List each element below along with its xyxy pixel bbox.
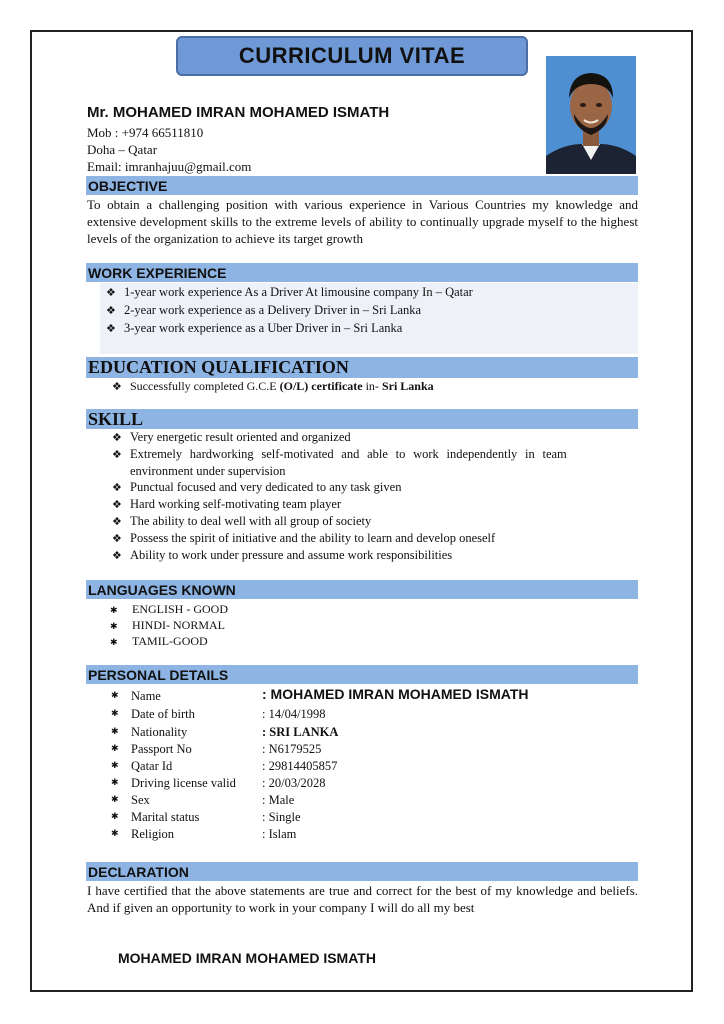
skill-heading: SKILL: [88, 408, 144, 429]
detail-label-license: Driving license valid: [131, 776, 236, 790]
education-heading-bar: [86, 357, 638, 378]
asterisk-bullet-icon: ✱: [111, 795, 119, 805]
detail-value-nationality: : SRI LANKA: [262, 725, 339, 739]
skill-heading-bar: [86, 409, 638, 429]
signature-name: MOHAMED IMRAN MOHAMED ISMATH: [118, 950, 376, 966]
list-item: ❖ 2-year work experience as a Delivery Driver in – Sri Lanka: [106, 303, 422, 317]
title-banner: [176, 36, 528, 76]
detail-value-passport: : N6179525: [262, 742, 322, 756]
objective-text: To obtain a challenging position with various experience in Various Countries my knowledge and extensive development skills to the extreme levels of ability to continually upgrade myself to the highest levels of the organization to achieve its target growth: [87, 197, 638, 246]
diamond-bullet-icon: ❖: [112, 532, 122, 545]
list-item: ❖ Very energetic result oriented and organized: [112, 430, 351, 444]
asterisk-bullet-icon: ✱: [111, 778, 119, 788]
list-item: ❖ Possess the spirit of initiative and the ability to learn and develop oneself: [112, 531, 496, 545]
declaration-heading: DECLARATION: [88, 863, 189, 880]
list-item-continuation: environment under supervision: [130, 464, 286, 478]
asterisk-bullet-icon: ✱: [111, 829, 119, 839]
candidate-name: Mr. MOHAMED IMRAN MOHAMED ISMATH: [87, 104, 390, 121]
list-item: ❖ Punctual focused and very dedicated to any task given: [112, 480, 402, 494]
objective-heading-bar: [86, 176, 638, 195]
objective-heading: OBJECTIVE: [88, 177, 168, 194]
list-item: ❖ Successfully completed G.C.E (O/L) certificate in- Sri Lanka: [112, 379, 434, 393]
personal-heading: PERSONAL DETAILS: [88, 666, 229, 683]
diamond-bullet-icon: ❖: [106, 322, 116, 335]
education-heading: EDUCATION QUALIFICATION: [88, 357, 349, 377]
diamond-bullet-icon: ❖: [112, 549, 122, 562]
diamond-bullet-icon: ❖: [112, 380, 122, 393]
declaration-text: I have certified that the above statements are true and correct for the best of my knowledge and beliefs. And if given an opportunity to work in your company I will do all my best: [87, 883, 638, 915]
detail-value-religion: : Islam: [262, 827, 297, 841]
page-title: CURRICULUM VITAE: [238, 43, 466, 68]
asterisk-bullet-icon: ✱: [110, 638, 118, 648]
work-heading-bar: [86, 263, 638, 282]
list-item: ✱ HINDI- NORMAL: [110, 617, 225, 636]
diamond-bullet-icon: ❖: [112, 515, 122, 528]
list-item: ✱ TAMIL-GOOD: [110, 633, 208, 652]
languages-heading-bar: [86, 580, 638, 599]
diamond-bullet-icon: ❖: [106, 286, 116, 299]
detail-value-dob: : 14/04/1998: [262, 707, 326, 721]
detail-label-nationality: Nationality: [131, 725, 188, 739]
asterisk-bullet-icon: ✱: [110, 606, 118, 616]
email-address: Email: imranhajuu@gmail.com: [87, 159, 252, 174]
mobile-number: Mob : +974 66511810: [87, 125, 204, 140]
asterisk-bullet-icon: ✱: [111, 709, 119, 719]
location: Doha – Qatar: [87, 142, 158, 157]
list-item: ❖ 1-year work experience As a Driver At limousine company In – Qatar: [106, 285, 473, 299]
asterisk-bullet-icon: ✱: [111, 761, 119, 771]
personal-heading-bar: [86, 665, 638, 684]
detail-label-marital: Marital status: [131, 810, 200, 824]
detail-label-qatar-id: Qatar Id: [131, 759, 173, 773]
work-heading: WORK EXPERIENCE: [88, 264, 227, 281]
diamond-bullet-icon: ❖: [112, 431, 122, 444]
asterisk-bullet-icon: ✱: [111, 812, 119, 822]
asterisk-bullet-icon: ✱: [111, 727, 119, 737]
detail-label-name: Name: [131, 689, 161, 703]
person-photo-icon: [546, 56, 636, 174]
profile-photo: [546, 56, 636, 174]
list-item: ❖ Ability to work under pressure and assume work responsibilities: [112, 548, 453, 562]
detail-value-sex: : Male: [262, 793, 295, 807]
languages-heading: LANGUAGES KNOWN: [88, 581, 236, 598]
diamond-bullet-icon: ❖: [106, 304, 116, 317]
detail-value-qatar-id: : 29814405857: [262, 759, 338, 773]
list-item: ❖ Hard working self-motivating team player: [112, 497, 342, 511]
asterisk-bullet-icon: ✱: [110, 622, 118, 632]
detail-value-marital: : Single: [262, 810, 301, 824]
list-item: ✱ ENGLISH - GOOD: [110, 601, 228, 620]
asterisk-bullet-icon: ✱: [111, 691, 119, 701]
detail-value-license: : 20/03/2028: [262, 776, 326, 790]
declaration-heading-bar: [86, 862, 638, 881]
asterisk-bullet-icon: ✱: [111, 744, 119, 754]
diamond-bullet-icon: ❖: [112, 498, 122, 511]
list-item: ❖ The ability to deal well with all group of society: [112, 514, 372, 528]
list-item: ❖ Extremely hardworking self-motivated and able to work independently in team: [112, 447, 567, 461]
diamond-bullet-icon: ❖: [112, 448, 122, 461]
detail-label-dob: Date of birth: [131, 707, 195, 721]
detail-label-passport: Passport No: [131, 742, 192, 756]
diamond-bullet-icon: ❖: [112, 481, 122, 494]
detail-label-sex: Sex: [131, 793, 150, 807]
list-item: ❖ 3-year work experience as a Uber Driver in – Sri Lanka: [106, 321, 403, 335]
detail-label-religion: Religion: [131, 827, 175, 841]
detail-value-name: : MOHAMED IMRAN MOHAMED ISMATH: [262, 686, 529, 702]
